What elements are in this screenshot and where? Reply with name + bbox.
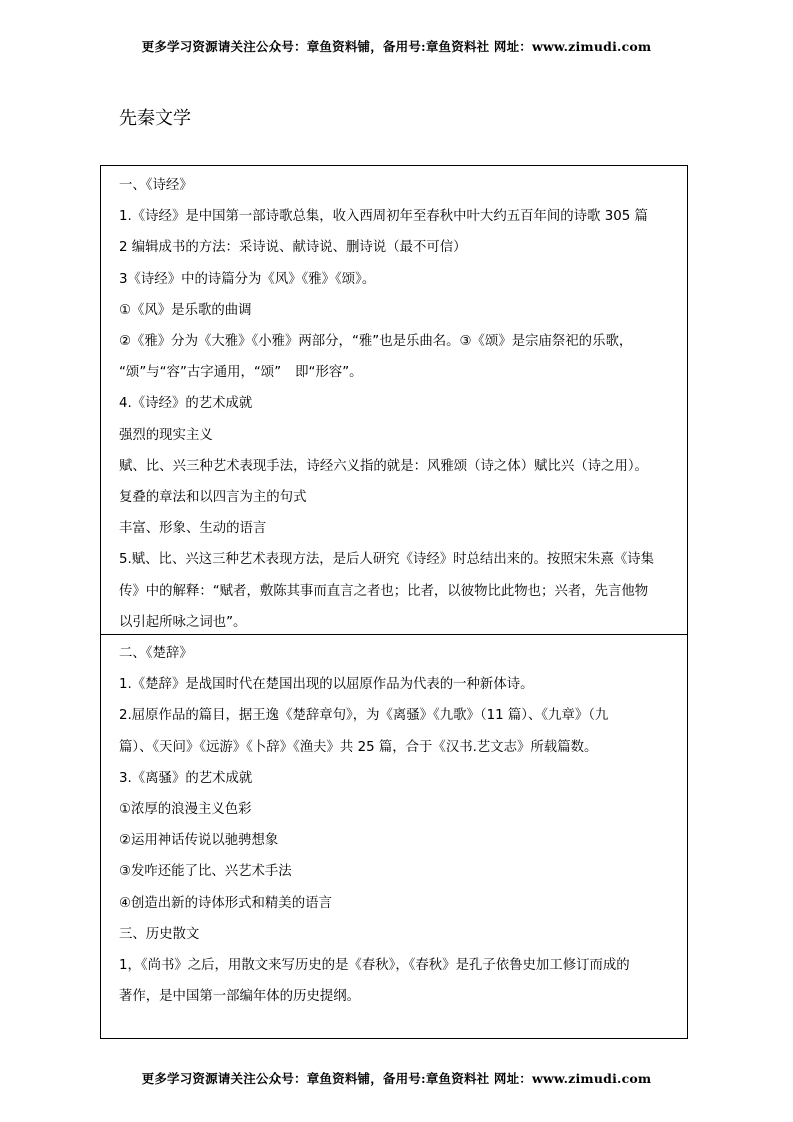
text-line: ①《风》是乐歌的曲调 [119,302,252,318]
text-line: 著作，是中国第一部编年体的历史提纲。 [119,989,361,1005]
text-line: ②《雅》分为《大雅》《小雅》两部分，“雅”也是乐曲名。③《颂》是宗庙祭祀的乐歌， [119,334,633,350]
text-line: ④创造出新的诗体形式和精美的语言 [119,895,332,911]
text-line: 3.《离骚》的艺术成就 [119,770,253,786]
footer-banner: 更多学习资源请关注公众号：章鱼资料铺，备用号:章鱼资料社 网址：www.zimudi.com [141,1071,652,1086]
text-line [119,357,673,388]
text-line: ③发咋还能了比、兴艺术手法 [119,864,292,880]
document-title: 先秦文学 [119,108,191,129]
text-line: 1.《诗经》是中国第一部诗歌总集，收入西周初年至春秋中叶大约五百年间的诗歌 305 篇 [119,209,648,225]
text-line: 传》中的解释：“赋者，敷陈其事而直言之者也；比者，以彼物比此物也；兴者，先言他物 [119,583,649,599]
text-line: 赋、比、兴三种艺术表现手法，诗经六义指的就是：风雅颂（诗之体）赋比兴（诗之用）。 [119,458,648,474]
shijing-section [101,166,687,635]
text-line: 强烈的现实主义 [119,427,213,443]
text-line: 2 编辑成书的方法：采诗说、献诗说、删诗说（最不可信） [119,240,467,256]
text-fragment: “颂”与“容”古字通用，“颂” [119,365,282,381]
text-line: 复叠的章法和以四言为主的句式 [119,490,307,506]
text-line: 5.赋、比、兴这三种艺术表现方法，是后人研究《诗经》时总结出来的。按照宋朱熹《诗集 [119,552,655,568]
section-heading: 二、《楚辞》 [119,646,193,661]
section-heading: 一、《诗经》 [119,178,193,193]
text-line: 1，《尚书》之后，用散文来写历史的是《春秋》，《春秋》是孔子依鲁史加工修订而成的 [119,958,630,974]
text-line: 以引起所咏之词也”。 [119,614,247,630]
content-table [100,165,688,1039]
text-line: ②运用神话传说以驰骋想象 [119,833,279,849]
text-line: 3《诗经》中的诗篇分为《风》《雅》《颂》。 [119,271,376,287]
text-line: 2.屈原作品的篇目，据王逸《楚辞章句》，为《离骚》《九歌》（11 篇）、《九章》（九 [119,708,609,724]
text-line: ①浓厚的浪漫主义色彩 [119,802,252,818]
section-heading: 三、历史散文 [119,926,200,942]
text-line: 1.《楚辞》是战国时代在楚国出现的以屈原作品为代表的一种新体诗。 [119,677,534,693]
chuci-section [101,635,687,1038]
text-fragment: 即“形容”。 [295,365,363,381]
header-banner: 更多学习资源请关注公众号：章鱼资料铺，备用号:章鱼资料社 网址：www.zimudi.com [141,39,652,54]
text-line: 丰富、形象、生动的语言 [119,521,267,537]
text-line: 篇）、《天问》《远游》《卜辞》《渔夫》共 25 篇，合于《汉书.艺文志》所载篇数。 [119,739,598,755]
text-line: 4.《诗经》的艺术成就 [119,396,253,412]
